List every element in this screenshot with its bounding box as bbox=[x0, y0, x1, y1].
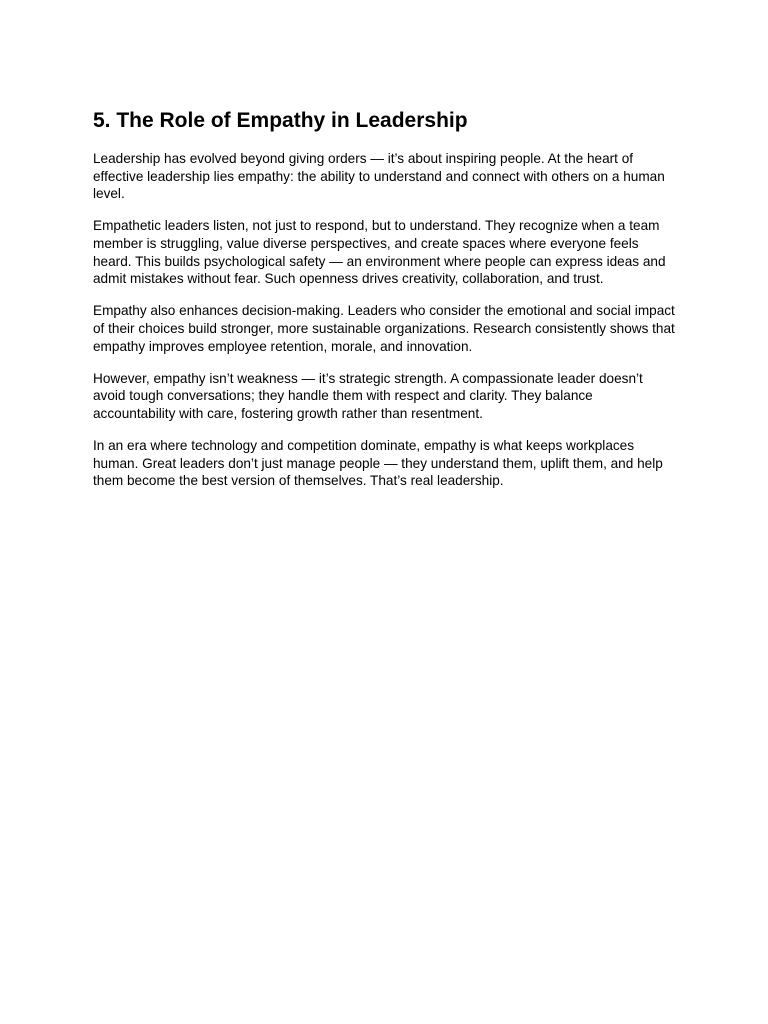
section-heading: 5. The Role of Empathy in Leadership bbox=[93, 109, 468, 132]
paragraph-2: Empathetic leaders listen, not just to respond, but to understand. They recognize when a team member is struggling, value diverse perspectives, and create spaces where everyone feels heard. This builds psychological safety — an environment where people can express ideas and admit mistakes without fear. Such openness drives creativity, collaboration, and trust. bbox=[93, 218, 666, 287]
paragraph-1: Leadership has evolved beyond giving orders — it’s about inspiring people. At the heart of effective leadership lies empathy: the ability to understand and connect with others on a human level. bbox=[93, 151, 665, 202]
document-body bbox=[93, 106, 678, 504]
paragraph-5: In an era where technology and competition dominate, empathy is what keeps workplaces human. Great leaders don’t just manage people — they understand them, uplift them, and help them become the best version of themselves. That’s real leadership. bbox=[93, 438, 663, 489]
paragraph-3: Empathy also enhances decision-making. Leaders who consider the emotional and social impact of their choices build stronger, more sustainable organizations. Research consistently shows that empathy improves employee retention, morale, and innovation. bbox=[93, 303, 675, 354]
paragraph-4: However, empathy isn’t weakness — it’s strategic strength. A compassionate leader doesn’t avoid tough conversations; they handle them with respect and clarity. They balance accountability with care, fostering growth rather than resentment. bbox=[93, 370, 643, 421]
